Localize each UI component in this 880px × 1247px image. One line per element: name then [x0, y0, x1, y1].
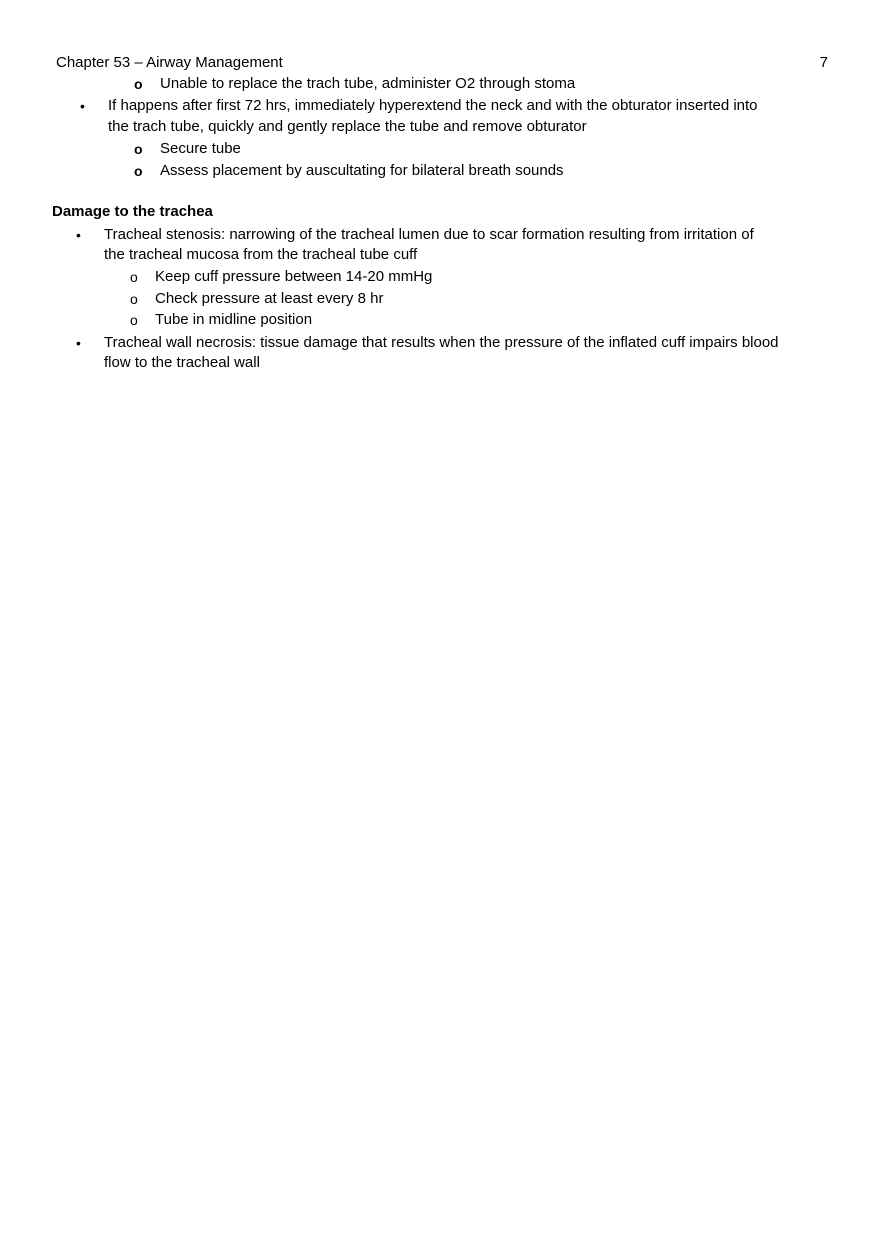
- bullet-tracheal-stenosis-line1: Tracheal stenosis: narrowing of the tracheal lumen due to scar formation resulting from irritation of: [104, 226, 754, 243]
- sub-bullet-marker: o: [134, 163, 143, 179]
- bullet-first-72-hrs-line2: the trach tube, quickly and gently replace the tube and remove obturator: [108, 118, 587, 135]
- bullet-tracheal-stenosis-line2: the tracheal mucosa from the tracheal tube cuff: [104, 246, 418, 263]
- bullet-first-72-hrs-line1: If happens after first 72 hrs, immediately hyperextend the neck and with the obturator inserted into: [108, 97, 758, 114]
- sub-bullet-marker: o: [134, 141, 143, 157]
- sub-bullet-marker: o: [130, 269, 138, 285]
- bullet-marker: •: [80, 98, 85, 114]
- bullet-tracheal-wall-necrosis-line1: Tracheal wall necrosis: tissue damage that results when the pressure of the inflated cuff impairs blood: [104, 334, 779, 351]
- sub-bullet-marker: o: [134, 76, 143, 92]
- sub-item-midline-position: Tube in midline position: [155, 311, 313, 328]
- sub-item-check-pressure: Check pressure at least every 8 hr: [155, 290, 384, 307]
- sub-bullet-marker: o: [130, 312, 138, 328]
- sub-item-secure-tube: Secure tube: [160, 140, 241, 157]
- sub-bullet-marker: o: [130, 291, 138, 307]
- section-heading-damage-trachea: Damage to the trachea: [52, 203, 213, 220]
- chapter-title: Chapter 53 – Airway Management: [56, 54, 283, 71]
- sub-item-assess-placement: Assess placement by auscultating for bilateral breath sounds: [160, 162, 564, 179]
- sub-item-unable-to-replace: Unable to replace the trach tube, administer O2 through stoma: [160, 75, 576, 92]
- bullet-marker: •: [76, 335, 81, 351]
- sub-item-cuff-pressure: Keep cuff pressure between 14-20 mmHg: [155, 268, 433, 285]
- bullet-marker: •: [76, 227, 81, 243]
- page-number: 7: [819, 54, 828, 71]
- bullet-tracheal-wall-necrosis-line2: flow to the tracheal wall: [104, 354, 260, 371]
